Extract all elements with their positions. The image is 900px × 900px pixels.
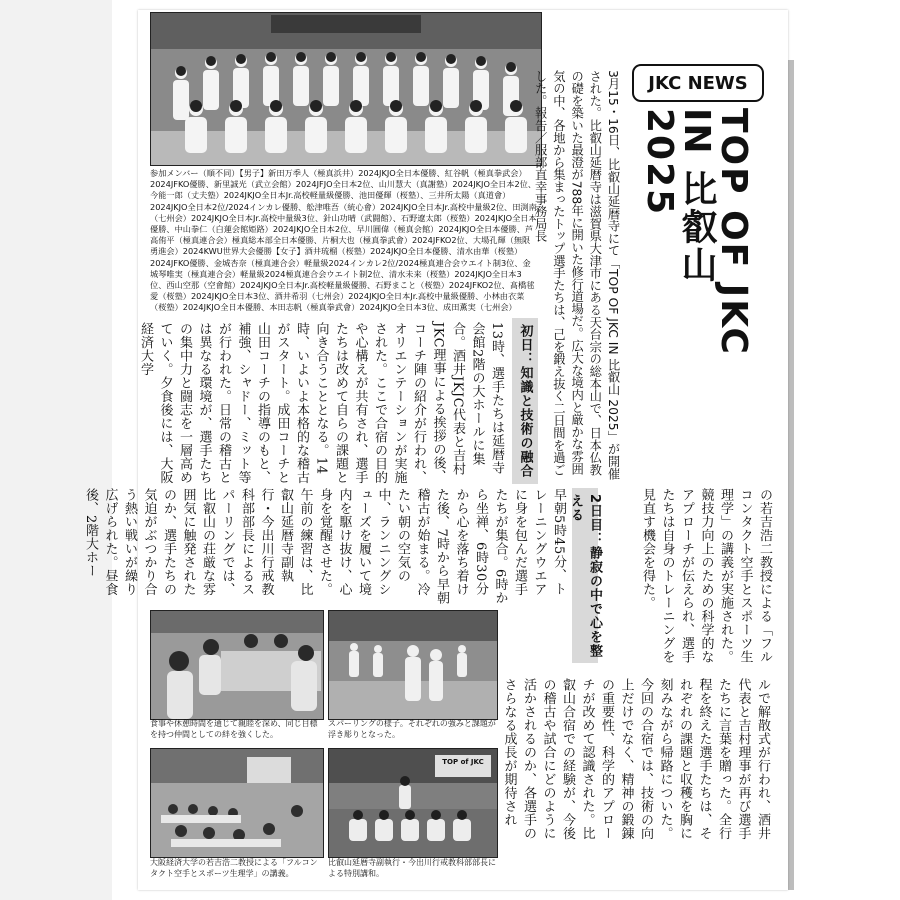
photo-caption-sparring: スパーリングの様子。それぞれの強みと課題が浮き彫りとなった。: [328, 719, 496, 739]
margin-strip: [0, 0, 112, 900]
participant-list: 参加メンバー（順不同）【男子】新田万季人（極真浜井）2024JKJO全日本優勝、紅谷帆（極真拳武会）2024JFKO優勝、新里誠光（武立会館）2024JFJO全日本2位、山川慧大（真謝塾）2024JKJO全日本2位、今能一郎（丈夫塾）2024JKJO全日本Jr.高校軽量級優勝、池田優輝（桜塾）、三井所太陽（真道會）2024JKJO全日本2位/2024インカレ優勝、舩津唯吾（統心會）2024JKJO全日本Jr.高校中量級2位、田渕南（七州会）2024JKJO全日本Jr.高校中量級3位、針山功晴（武闘館）、石野遼太郎（桜塾）2024JKJO全日本優勝、中山拳仁（白蓮会館姫路）2024JKJO全日本2位、早川圓偉（極真会館）2024JKJO全日本優勝、芦高侑平（極真連合会）極真総本部全日本優勝、片桐大也（極真拳武會）2024JFKO2位、大場孔輝（無限勇進会）2024KWU世界大会優勝【女子】酒井琉榴（桜塾）2024JKJO全日本優勝、清水由華（桜塾）2024JFKO優勝、金城杏奈（極真連合会）軽量級2024インカレ2位/2024極真連合会ウエイト制3位、金城琴唯実（極真連合会）軽量級2024極真連合会ウエイト制2位、清水未来（桜塾）2024JKJO全日本3位、西山空那（空會館）2024JKJO全日本Jr.高校軽量級優勝、石野まこと（桜塾）2024JFKO2位、髙橋毬愛（桜塾）2024JKJO全日本3位、酒井希羽（七州会）2024JKJO全日本Jr.高校中量級優勝、小林由衣菜（桜塾）2024JKJO全日本優勝、本田志帆（極真拳武會）2024JKJO全日本3位、成田薫実（七州会）: [150, 168, 537, 313]
section-heading-day2: [568, 488, 602, 663]
lecture-photo: [150, 748, 324, 858]
section-body-day1: 13時、選手たちは延暦寺会館2階の大ホールに集合。酒井JKJC代表と吉村JKC理事による挨拶の後、コーチ陣の紹介が行われ、オリエンテーションが実施された。ここで合宿の目的や心構えが共有され、選手たちは改めて自らの課題と向き合うこととなる。14時、いよいよ本格的な稽古がスタート。成田コーチと山田コーチの指導のもと、補強、シャドー、ミット等が行われた。日常の稽古とは異なる環境が、選手たちの集中力と闘志を一層高めていく。夕食後には、大阪経済大学: [138, 322, 504, 484]
intro-text: 3月15・16日、比叡山延暦寺にて「TOP OF JKC IN 比叡山 2025」が開催された。比叡山延暦寺は滋賀県大津市にある天台宗の総本山で、日本仏教の礎を築いた最澄が788年に開いた修行道場だ。広大な境内と厳かな雰囲気の中、各地から集まったトップ選手たちは、己を鍛え抜く二日間を過ごした。報告／服部直幸事務局長: [533, 70, 620, 480]
lecture-text: の若吉浩二教授による「フルコンタクト空手とスポーツ生理学」の講義が実施された。競技力向上のための科学的なアプローチが伝えられ、選手たちは自身のトレーニングを見直す機会を得た。: [640, 488, 772, 664]
photo-caption-lecture: 大阪経済大学の若吉浩二教授による「フルコンタクト空手とスポーツ生理学」の講義。: [150, 858, 318, 878]
article-title: TOP OF JKC IN 比叡山 2025: [639, 108, 754, 356]
sparring-photo: [328, 610, 498, 720]
group-photo: [150, 12, 542, 166]
closing-text: ルで解散式が行われ、酒井代表と吉村理事が再び選手たちに言葉を贈った。全行程を終えた選手たちは、それぞれの課題と収穫を胸に刻みながら帰路についた。今回の合宿では、技術の向上だけでなく、精神の鍛錬の重要性、科学的アプローチが改めて認識された。比叡山合宿での経験が、今後の稽古や試合にどのように活かされるのか、各選手のさらなる成長が期待され: [501, 678, 770, 840]
section-heading-day1: [512, 318, 538, 484]
section-heading-label: 初日：知識と技術の融合: [517, 324, 533, 478]
section-body-day2: 早朝5時45分、トレーニングウエアに身を包んだ選手たちが集合。6時から坐禅、6時30分から心を落ち着けた後、7時から早朝稽古が始まる。冷たい朝の空気の中、ランニングシューズを履いて境内を駆け抜け、心身を覚醒させた。午前の練習は、比叡山延暦寺副執行・今出川行戒教科部部長によるスパーリングでは、比叡山の荘厳な雰囲気に触発されたのか、選手たちの気迫がぶつかり合う熱い戦いが繰り広げられた。昼食後、2階大ホー: [83, 488, 566, 605]
section-heading-label: 2日目：静寂の中で心を整える: [568, 494, 602, 659]
talk-photo: [328, 748, 498, 858]
banner-text: TOP of JKC: [442, 758, 484, 766]
jkc-news-badge: JKC NEWS: [632, 64, 764, 102]
dining-photo: [150, 610, 324, 720]
photo-caption-talk: 比叡山延暦寺副執行・今出川行戒教科部部長による特別講和。: [328, 858, 496, 878]
photo-caption-dining: 食事や休憩時間を通じて親睦を深め、同じ目標を持つ仲間としての絆を強くした。: [150, 719, 318, 739]
